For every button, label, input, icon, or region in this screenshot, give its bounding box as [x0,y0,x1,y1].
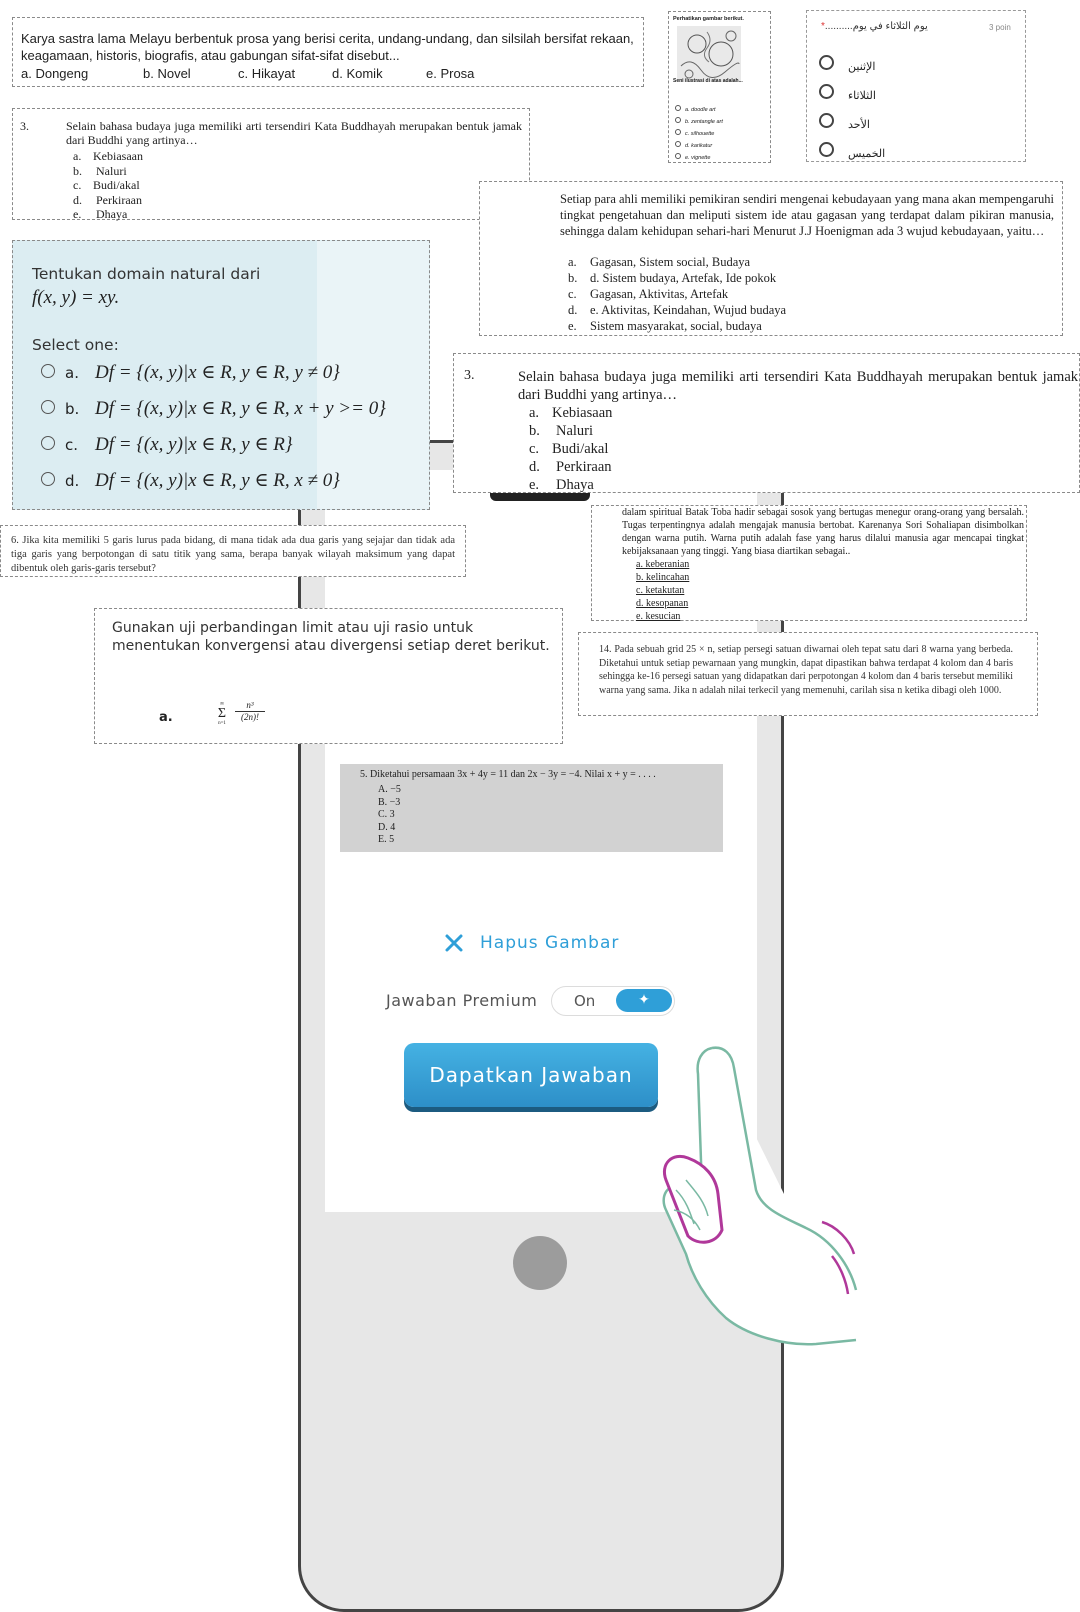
sastra-option[interactable]: c. Hikayat [238,66,296,81]
budaya-question-card-small [12,108,530,220]
budaya-option[interactable]: a. Kebiasaan [73,149,143,163]
domain-option[interactable]: c. Df = {(x, y)|x ∈ R, y ∈ R} [41,433,292,456]
domain-function: f(x, y) = xy. [32,287,120,308]
ahli-option[interactable]: a. Gagasan, Sistem social, Budaya [568,255,751,269]
persamaan-option[interactable]: D. 4 [378,821,396,833]
domain-option[interactable]: a. Df = {(x, y)|x ∈ R, y ∈ R, y ≠ 0} [41,361,340,384]
close-icon [444,933,464,953]
budaya-option[interactable]: e. Dhaya [73,207,128,221]
question-number: 3. [464,368,475,383]
grid-question-card [578,632,1038,716]
sastra-option[interactable]: a. Dongeng [21,66,89,81]
garis-question-text: 6. Jika kita memiliki 5 garis lurus pada bidang, di mana tidak ada dua garis yang sejajar dan tidak ada tiga garis yang berpotongan di satu titik yang sama, berapa banyak wilayah maksimum yang dapat dibentuk oleh garis-garis tersebut? [11,535,455,574]
illustration-caption: Seni ilustrasi di atas adalah... [673,78,743,84]
batak-question-card [591,505,1027,621]
get-answer-button[interactable] [404,1043,658,1107]
arabic-option[interactable]: الخميس [819,142,885,162]
budaya-option[interactable]: d. Perkiraan [529,459,612,475]
batak-question-text: dalam spiritual Batak Toba hadir sebagai sosok yang bertugas menegur orang-orang yang bersalah. Tugas terpentingnya adalah mengajak manusia bertobat. Karenanya Sori Sohaliapan disimbolkan dengan warna putih. Warna putih adalah fase yang harus dilalui manusia agar mencapai tingkat kebijaksanaan yang tinggi. Yang biasa diartikan sebagai.. [622,507,1024,557]
budaya-options [73,149,143,222]
domain-prompt: Tentukan domain natural dari [32,265,261,283]
persamaan-option[interactable]: C. 3 [378,809,395,820]
budaya-question-card-large [453,353,1080,493]
sastra-option[interactable]: b. Novel [143,66,191,81]
ahli-options [568,254,786,334]
arabic-option[interactable]: الإثنين [819,55,875,75]
persamaan-option[interactable]: E. 5 [378,834,395,845]
budaya-options [529,404,612,494]
illustration-option[interactable]: b. zentangle art [675,116,723,128]
pointing-hand-icon [636,1040,866,1350]
sastra-question-card [12,17,644,87]
persamaan-options [378,784,401,847]
budaya-question-text: Selain bahasa budaya juga memiliki arti tersendiri Kata Buddhayah merupakan bentuk jamak dari Buddhi yang artinya… [66,119,522,147]
batak-option[interactable]: e. kesucian [636,611,681,622]
premium-toggle[interactable] [551,986,675,1016]
sastra-option[interactable]: d. Komik [332,66,383,81]
series-fraction: n³ (2n)! [235,700,265,723]
limit-question-text: Gunakan uji perbandingan limit atau uji rasio untuk menentukan konvergensi atau divergensi setiap deret berikut. [112,620,550,654]
garis-question-card [0,525,466,577]
ahli-option[interactable]: c. Gagasan, Aktivitas, Artefak [568,287,729,301]
ahli-option[interactable]: d. e. Aktivitas, Keindahan, Wujud budaya [568,303,787,317]
domain-option[interactable]: d. Df = {(x, y)|x ∈ R, y ∈ R, x ≠ 0} [41,469,340,492]
series-label: a. [159,710,173,725]
ahli-option[interactable]: b. d. Sistem budaya, Artefak, Ide pokok [568,271,777,285]
illustration-option[interactable]: e. vignette [675,152,723,164]
home-button[interactable] [513,1236,567,1290]
budaya-option[interactable]: d. Perkiraan [73,192,142,207]
persamaan-question-card [340,764,723,852]
toggle-state-label: On [574,992,596,1010]
illustration-header: Perhatikan gambar berikut. [673,16,744,22]
budaya-option[interactable]: a. Kebiasaan [529,405,613,421]
arabic-question-card [806,10,1026,162]
budaya-option[interactable]: b. Naluri [73,163,127,178]
select-one-label: Select one: [32,336,119,354]
batak-option[interactable]: a. keberanian [636,559,690,570]
batak-options [636,558,689,623]
grid-question-text: 14. Pada sebuah grid 25 × n, setiap persegi satuan diwarnai oleh tepat satu dari 8 warna yang berbeda. Diketahui untuk setiap pewarnaan yang mungkin, dapat dipastikan bahwa terdapat 4 kolom dan 4 baris sehingga ke-16 persegi satuan yang didapatkan dari perpotongan 4 kolom dan 4 baris tersebut memiliki warna yang sama. Jika n adalah nilai terkecil yang memenuhi, carilah sisa n ketika dibagi oleh 1000. [599,644,1013,696]
premium-answer-label: Jawaban Premium [386,991,538,1010]
budaya-option[interactable]: c. Budi/akal [529,441,609,457]
batak-option[interactable]: b. kelincahan [636,572,690,583]
budaya-option[interactable]: b. Naluri [529,423,594,439]
arabic-option[interactable]: الأحد [819,113,870,133]
remove-image-button[interactable] [444,933,619,953]
doodle-illustration-image [677,26,741,82]
budaya-option[interactable]: c. Budi/akal [73,178,140,192]
limit-question-card [94,608,563,744]
sastra-question-text: Karya sastra lama Melayu berbentuk prosa yang berisi cerita, undang-undang, dan silsilah bersifat rekaan, keagamaan, historis, biografis, atau gabungan sifat-sifat disebut... [21,31,634,63]
ahli-question-text: Setiap para ahli memiliki pemikiran sendiri mengenai kebudayaan yang mana akan mempengaruhi tingkat pengetahuan dan meliputi sistem ide atau gagasan yang terdapat dalam pikiran manusia, sehingga dalam kehidupan sehari-hari Menurut J.J Hoenigman ada 3 wujud kebudayaan, yaitu… [560,192,1054,238]
ahli-question-card [479,181,1063,336]
sastra-option[interactable]: e. Prosa [426,66,475,81]
illustration-options [675,104,723,164]
get-answer-label: Dapatkan Jawaban [429,1063,633,1087]
sparkle-icon: ✦ [616,989,672,1012]
domain-question-card [12,240,430,510]
points-label: 3 poin [989,23,1011,32]
batak-option[interactable]: c. ketakutan [636,585,685,596]
series-sigma: ∞ Σ n=1 [217,701,227,726]
remove-image-label: Hapus Gambar [480,933,620,953]
question-number: 3. [20,119,29,133]
budaya-question-text: Selain bahasa budaya juga memiliki arti tersendiri Kata Buddhayah merupakan bentuk jamak dari Buddhi yang artinya… [518,369,1078,403]
phone-notch [490,493,590,501]
budaya-option[interactable]: e. Dhaya [529,477,594,493]
domain-option[interactable]: b. Df = {(x, y)|x ∈ R, y ∈ R, x + y >= 0} [41,397,386,420]
illustration-option[interactable]: d. karikatur [675,140,723,152]
illustration-question-card [668,11,771,163]
persamaan-option[interactable]: B. −3 [378,796,401,808]
arabic-question: يوم الثلاثاء في يوم..........* [821,21,928,32]
illustration-option[interactable]: a. doodle art [675,104,723,116]
arabic-option[interactable]: الثلاثاء [819,84,876,104]
batak-option[interactable]: d. kesopanan [636,598,689,609]
persamaan-question-text: 5. Diketahui persamaan 3x + 4y = 11 dan 2x − 3y = −4. Nilai x + y = . . . . [360,769,656,780]
ahli-option[interactable]: e. Sistem masyarakat, social, budaya [568,319,762,333]
illustration-option[interactable]: c. silhouette [675,128,723,140]
persamaan-option[interactable]: A. −5 [378,784,401,795]
